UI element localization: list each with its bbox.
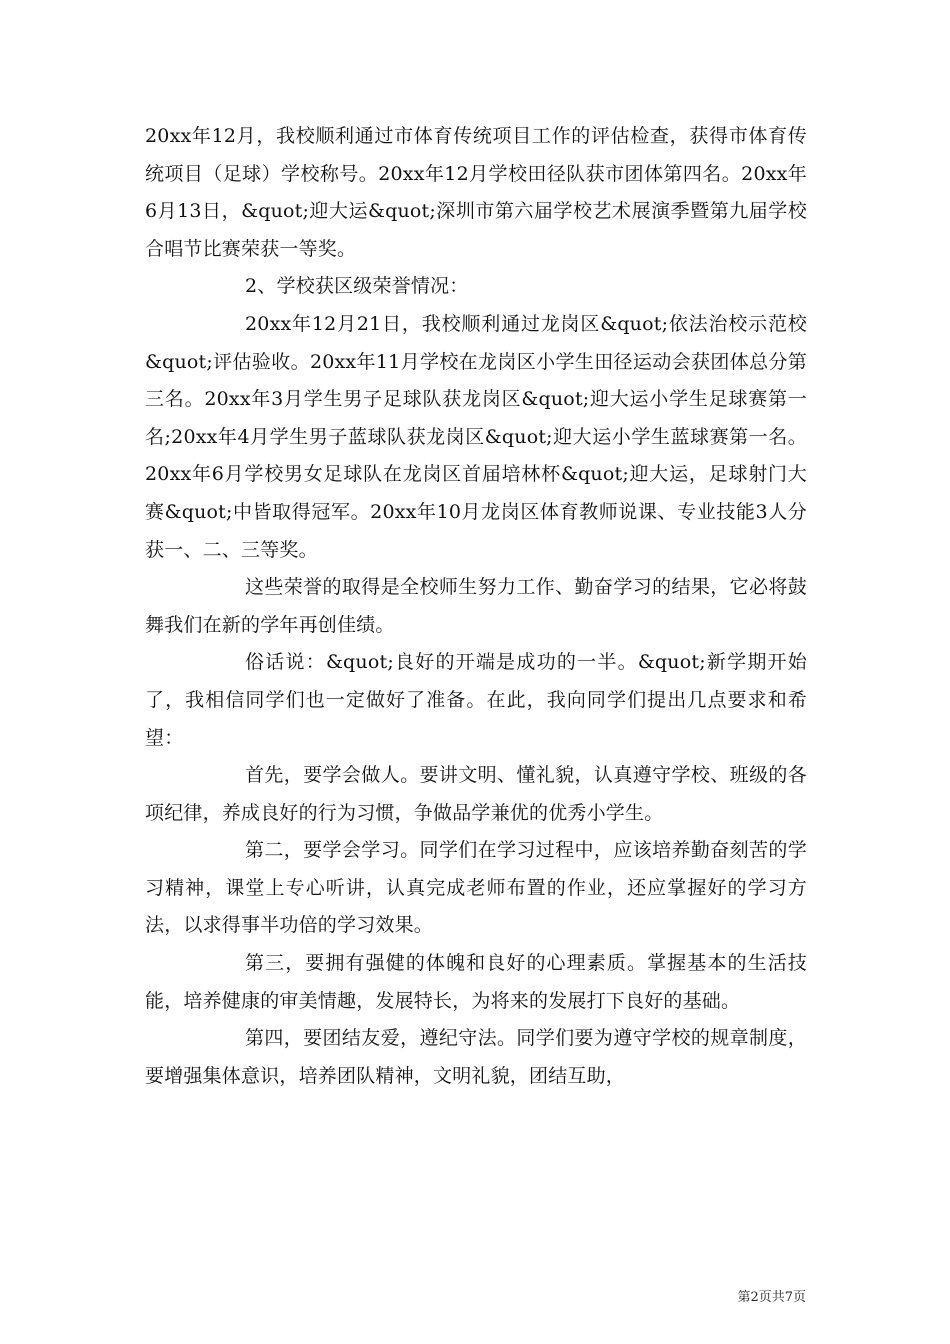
paragraph-4: 这些荣誉的取得是全校师生努力工作、勤奋学习的结果，它必将鼓舞我们在新的学年再创佳绩。 [145,576,807,636]
paragraph-1: 20xx年12月，我校顺利通过市体育传统项目工作的评估检查，获得市体育传统项目（足球）学校称号。20xx年12月学校田径队获市团体第四名。20xx年6月13日，&quot;迎大运&quot;深圳市第六届学校艺术展演季暨第九届学校合唱节比赛荣获一等奖。 [145,125,807,260]
paragraph-7: 第二，要学会学习。同学们在学习过程中，应该培养勤奋刻苦的学习精神，课堂上专心听讲，认真完成老师布置的作业，还应掌握好的学习方法，以求得事半功倍的学习效果。 [145,839,807,937]
document-body [145,118,807,1095]
paragraph-5: 俗话说：&quot;良好的开端是成功的一半。&quot;新学期开始了，我相信同学们也一定做好了准备。在此，我向同学们提出几点要求和希望： [145,651,807,749]
paragraph-3: 20xx年12月21日，我校顺利通过龙岗区&quot;依法治校示范校&quot;评估验收。20xx年11月学校在龙岗区小学生田径运动会获团体总分第三名。20xx年3月学生男子足球队获龙岗区&quot;迎大运小学生足球赛第一名;20xx年4月学生男子蓝球队获龙岗区&quot;迎大运小学生蓝球赛第一名。20xx年6月学校男女足球队在龙岗区首届培林杯&quot;迎大运，足球射门大赛&quot;中皆取得冠军。20xx年10月龙岗区体育教师说课、专业技能3人分获一、二、三等奖。 [145,312,807,561]
page-number-footer: 第2页共7页 [737,1290,806,1305]
paragraph-2-heading: 2、学校获区级荣誉情况： [245,275,469,298]
paragraph-9: 第四，要团结友爱，遵纪守法。同学们要为遵守学校的规章制度，要增强集体意识，培养团队精神，文明礼貌，团结互助， [145,1027,807,1087]
paragraph-8: 第三，要拥有强健的体魄和良好的心理素质。掌握基本的生活技能，培养健康的审美情趣，发展特长，为将来的发展打下良好的基础。 [145,952,807,1012]
paragraph-6: 首先，要学会做人。要讲文明、懂礼貌，认真遵守学校、班级的各项纪律，养成良好的行为习惯，争做品学兼优的优秀小学生。 [145,764,807,824]
